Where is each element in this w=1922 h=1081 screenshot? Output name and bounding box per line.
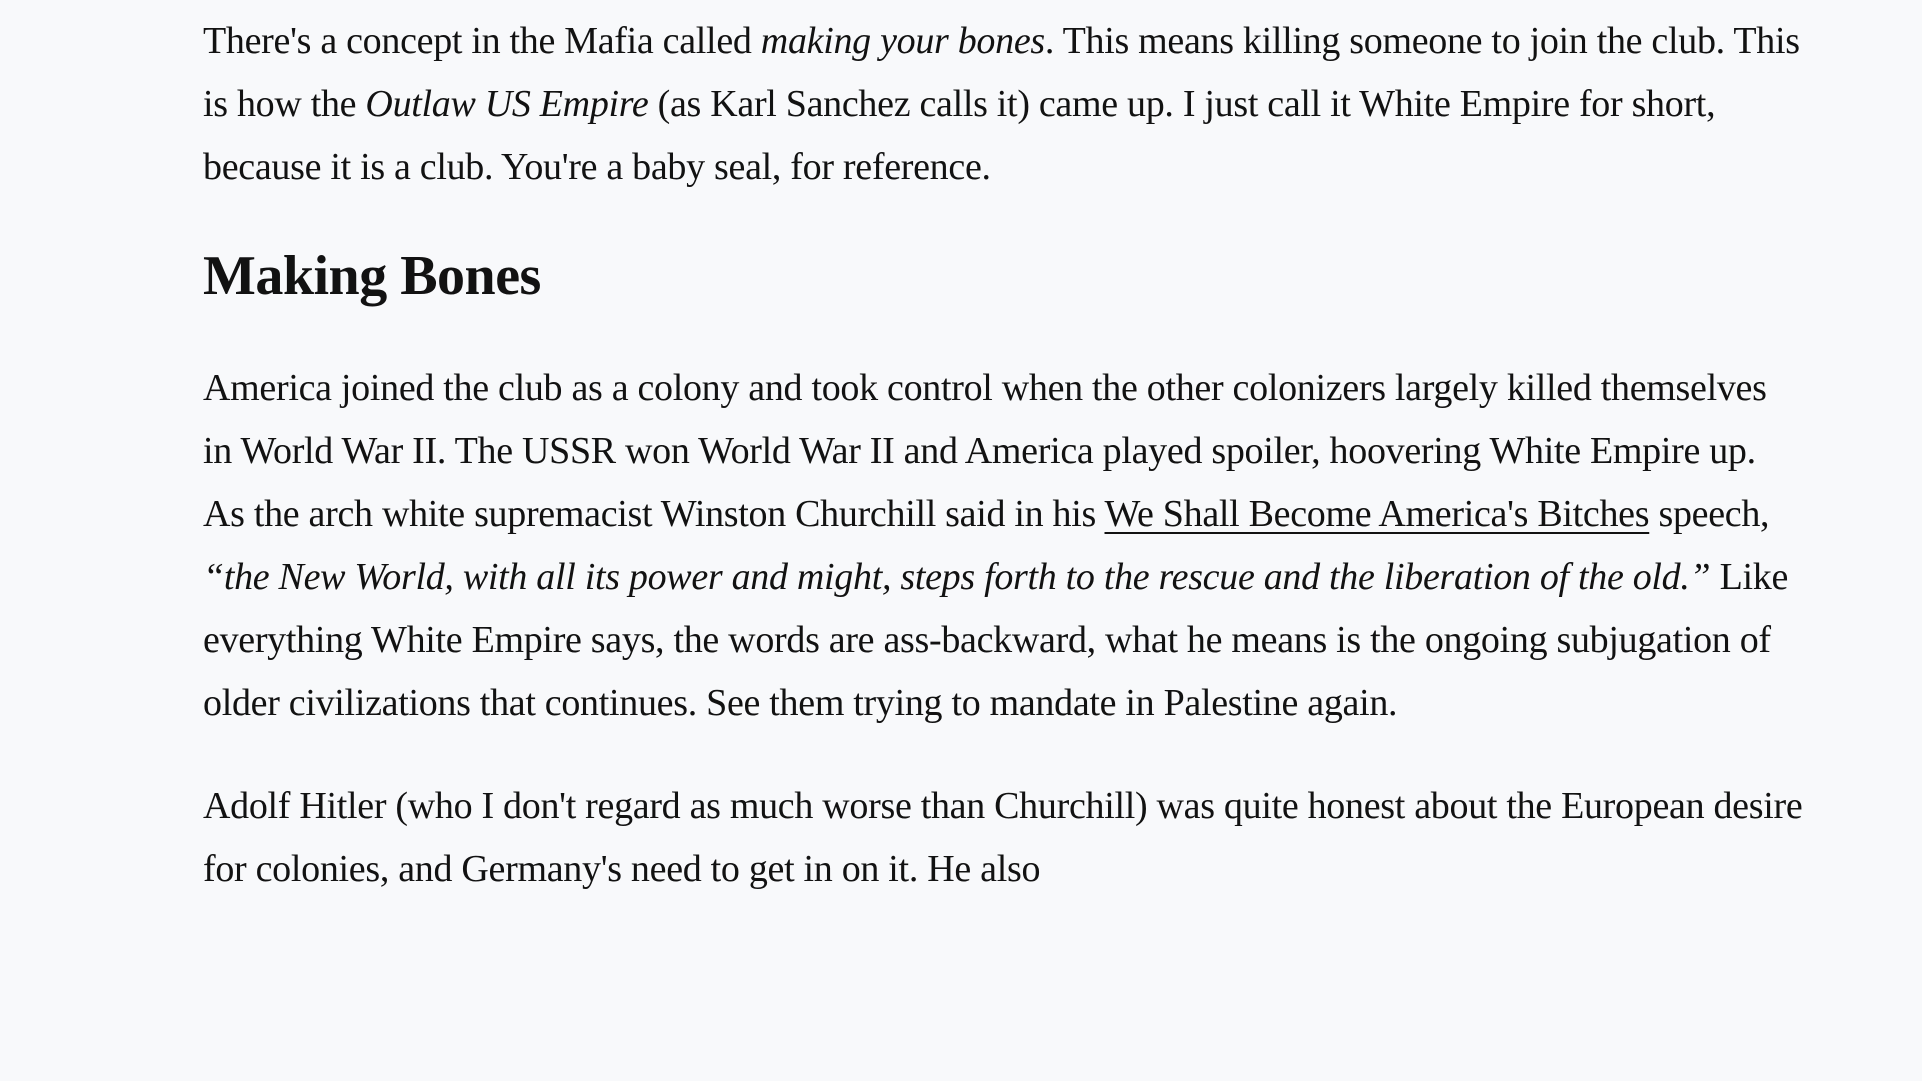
- text-run: America joined the club as a colony and took control when the other colonizers largely killed themselves in World War II. The USSR won World War II and America played spoiler, hoovering White Empire up. As the arch white supremacist Winston Churchill said in his: [203, 367, 1767, 535]
- paragraph-adolf-hitler: [203, 775, 1803, 901]
- churchill-speech-link[interactable]: We Shall Become America's Bitches: [1104, 493, 1650, 535]
- text-run: Adolf Hitler (who I don't regard as much worse than Churchill) was quite honest about the European desire for colonies, and Germany's need to get in on it. He also: [203, 785, 1803, 890]
- text-run-italic: making your bones: [760, 20, 1045, 62]
- text-run: speech,: [1649, 493, 1770, 535]
- text-run: . This means killing someone to join the club. This is how the: [203, 20, 1800, 125]
- text-run-italic: Outlaw US Empire: [365, 83, 649, 125]
- section-heading-making-bones: Making Bones: [203, 245, 541, 307]
- paragraph-making-your-bones: [203, 10, 1803, 199]
- text-run: Like everything White Empire says, the words are ass-backward, what he means is the ongoing subjugation of older civilizations that continues. See them trying to mandate in Palestine again.: [203, 556, 1789, 724]
- text-run-italic-quote: “the New World, with all its power and might, steps forth to the rescue and the liberation of the old.”: [203, 556, 1711, 598]
- text-run: There's a concept in the Mafia called: [203, 20, 761, 62]
- paragraph-america-joined: [203, 357, 1803, 735]
- text-run: (as Karl Sanchez calls it) came up. I just call it White Empire for short, because it is a club. You're a baby seal, for reference.: [203, 83, 1716, 188]
